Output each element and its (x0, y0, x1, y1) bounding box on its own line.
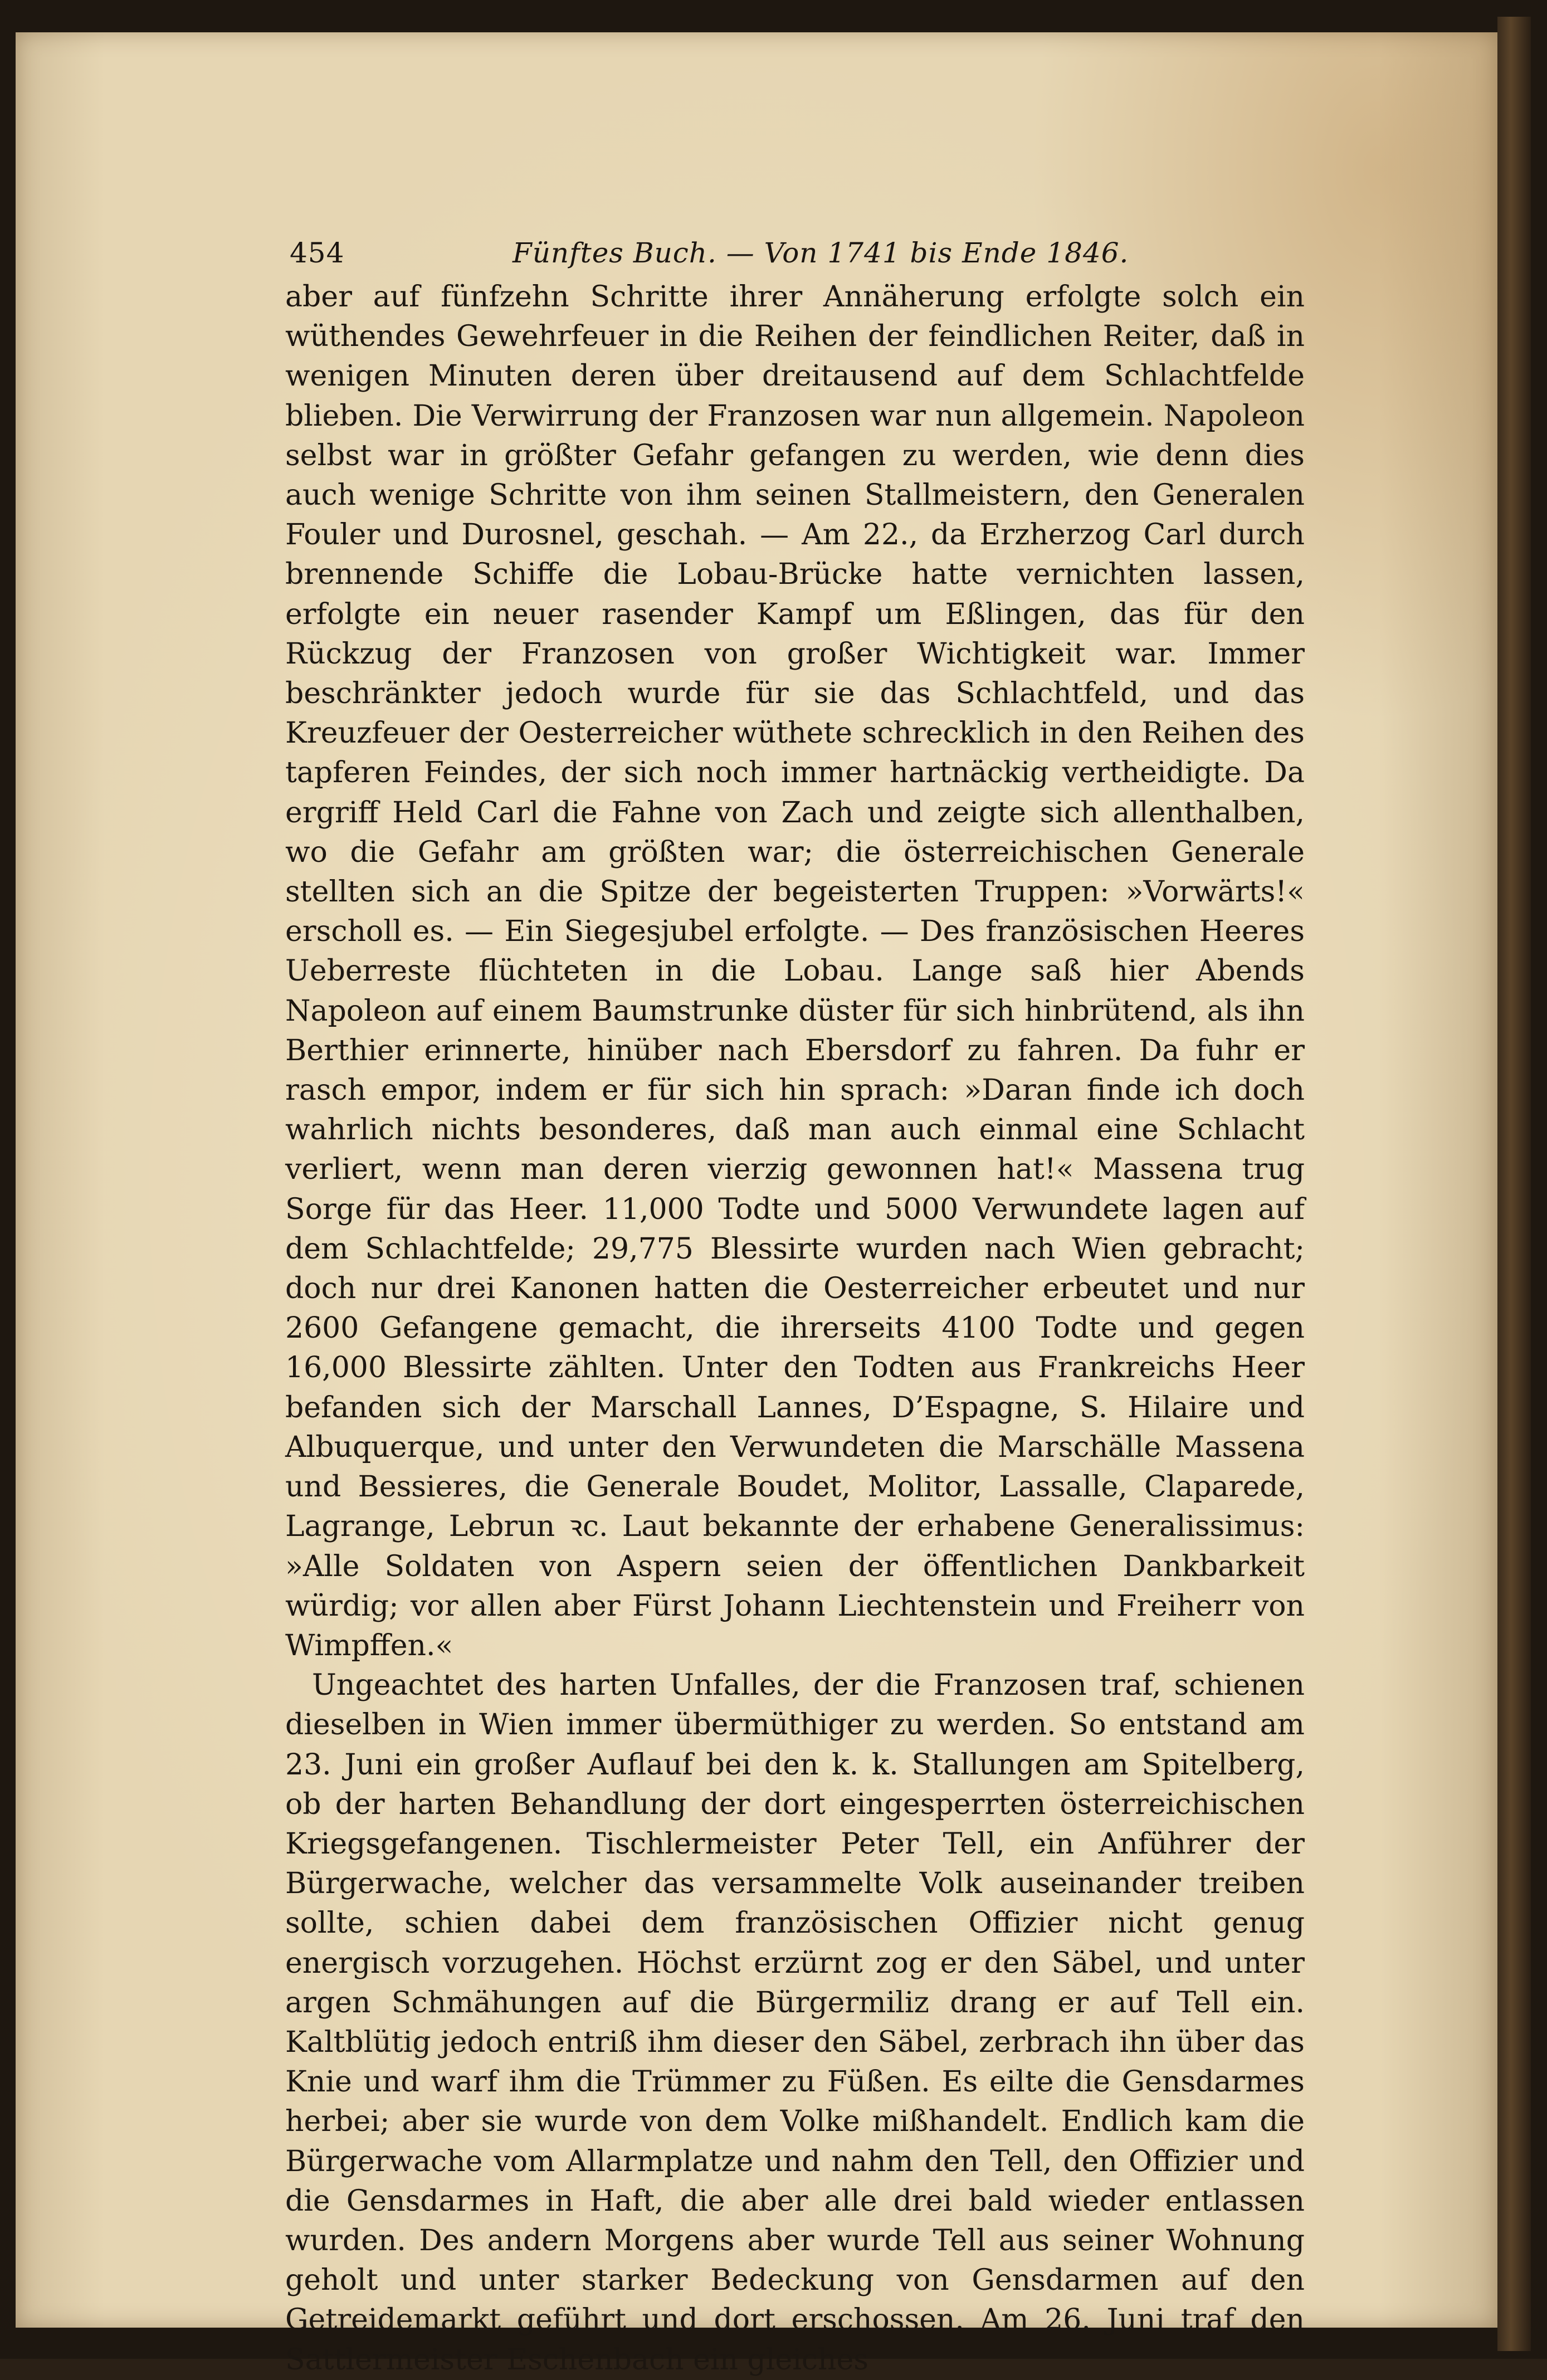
next-page-edge (1497, 17, 1531, 2351)
running-title: Fünftes Buch. — Von 1741 bis Ende 1846. (513, 237, 1129, 269)
paragraph-2: Ungeachtet des harten Unfalles, der die Franzosen traf, schienen dieselben in Wien immer übermüthiger zu werden. So entstand am 23. Juni ein großer Auflauf bei den k. k. Stallungen am Spitelberg, ob der harten Behandlung der dort eingesperrten österreichischen Kriegsgefangenen. Tischlermeister Peter Tell, ein Anführer der Bürgerwache, welcher das versammelte Volk auseinander treiben sollte, schien dabei dem französischen Offizier nicht genug energisch vorzugehen. Höchst erzürnt zog er den Säbel, und unter argen Schmähungen auf die Bürgermiliz drang er auf Tell ein. Kaltblütig jedoch entriß ihm dieser den Säbel, zerbrach ihn über das Knie und warf ihm die Trümmer zu Füßen. Es eilte die Gensdarmes herbei; aber sie wurde von dem Volke mißhandelt. Endlich kam die Bürgerwache vom Allarmplatze und nahm den Tell, den Offizier und die Gensdarmes in Haft, die aber alle drei bald wieder entlassen wurden. Des andern Morgens aber wurde Tell aus seiner Wohnung geholt und unter starker Bedeckung von Gensdarmen auf den Getreidemarkt geführt und dort erschossen. Am 26. Juni traf den Sattlermeister Eschenbach ein gleiches (285, 1669, 1305, 2377)
page-number: 454 (290, 237, 345, 269)
body-text (285, 277, 1305, 2380)
page-header (290, 237, 1404, 276)
paragraph-1: aber auf fünfzehn Schritte ihrer Annäherung erfolgte solch ein wüthendes Gewehrfeuer in die Reihen der feindlichen Reiter, daß in wenigen Minuten deren über dreitausend auf dem Schlachtfelde blieben. Die Verwirrung der Franzosen war nun allgemein. Napoleon selbst war in größter Gefahr gefangen zu werden, wie denn dies auch wenige Schritte von ihm seinen Stallmeistern, den Generalen Fouler und Durosnel, geschah. — Am 22., da Erzherzog Carl durch brennende Schiffe die Lobau-Brücke hatte vernichten lassen, erfolgte ein neuer rasender Kampf um Eßlingen, das für den Rückzug der Franzosen von großer Wichtigkeit war. Immer beschränkter jedoch wurde für sie das Schlachtfeld, und das Kreuzfeuer der Oesterreicher wüthete schrecklich in den Reihen des tapferen Feindes, der sich noch immer hartnäckig vertheidigte. Da ergriff Held Carl die Fahne von Zach und zeigte sich allenthalben, wo die Gefahr am größten war; die österreichischen Generale stellten sich an die Spitze der begeisterten Truppen: »Vorwärts!« erscholl es. — Ein Siegesjubel erfolgte. — Des französischen Heeres Ueberreste flüchteten in die Lobau. Lange saß hier Abends Napoleon auf einem Baumstrunke düster für sich hinbrütend, als ihn Berthier erinnerte, hinüber nach Ebersdorf zu fahren. Da fuhr er rasch empor, indem er für sich hin sprach: »Daran finde ich doch wahrlich nichts besonderes, daß man auch einmal eine Schlacht verliert, wenn man deren vierzig gewonnen hat!« Massena trug Sorge für das Heer. 11,000 Todte und 5000 Verwundete lagen auf dem Schlachtfelde; 29,775 Blessirte wurden nach Wien gebracht; doch nur drei Kanonen hatten die Oesterreicher erbeutet und nur 2600 Gefangene gemacht, die ihrerseits 4100 Todte und gegen 16,000 Blessirte zählten. Unter den Todten aus Frankreichs Heer befanden sich der Marschall Lannes, D’Espagne, S. Hilaire und Albuquerque, und unter den Verwundeten die Marschälle Massena und Bessieres, die Generale Boudet, Molitor, Lassalle, Claparede, Lagrange, Lebrun ꝛc. Laut bekannte der erhabene Generalissimus: »Alle Soldaten von Aspern seien der öffentlichen Dankbarkeit würdig; vor allen aber Fürst Johann Liechtenstein und Freiherr von Wimpffen.« (285, 280, 1305, 1662)
